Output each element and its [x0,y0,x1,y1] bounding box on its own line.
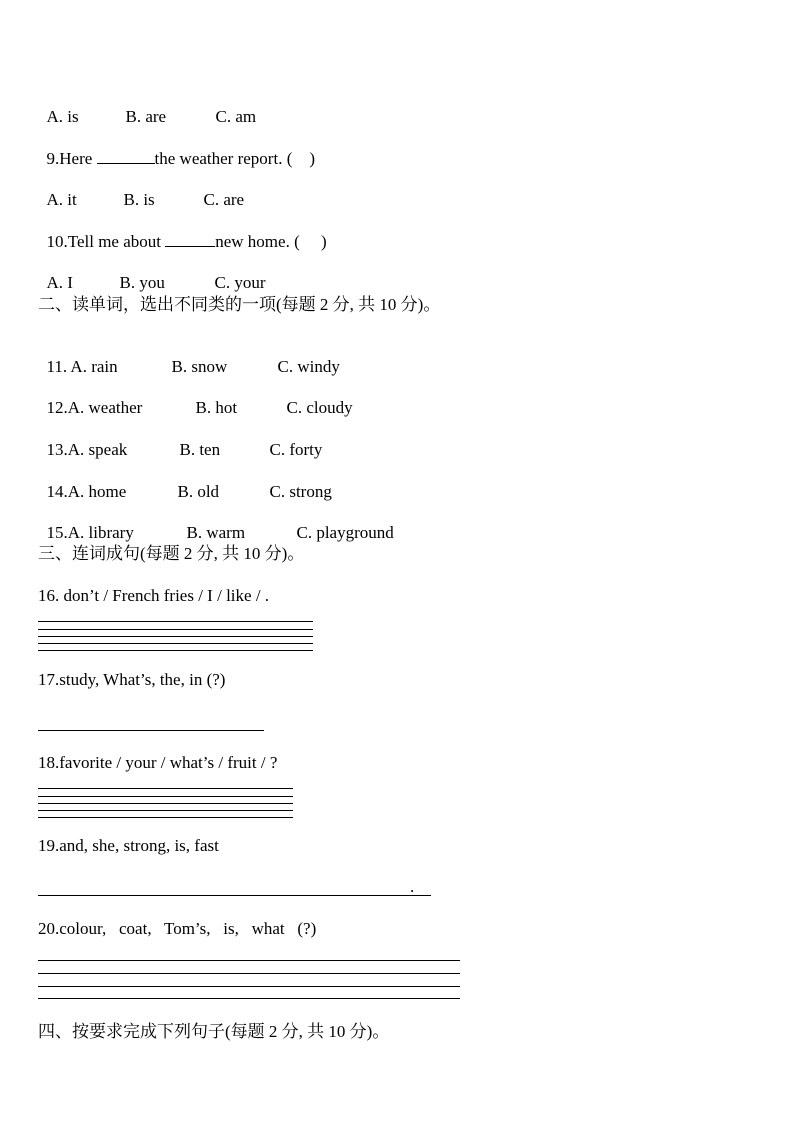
option-c: C. windy [277,357,340,376]
option-a: A. I [46,273,73,292]
question-18: 18.favorite / your / what’s / fruit / ? [38,753,278,772]
question-14 [38,462,332,502]
question-10-text: 10.Tell me about [46,232,166,251]
period-mark: . [410,877,415,896]
answer-line[interactable] [38,960,460,961]
answer-line[interactable] [38,788,293,789]
option-c: C. strong [269,482,332,501]
question-17: 17.study, What’s, the, in (?) [38,670,226,689]
option-b: B. are [125,107,167,126]
option-c: C. cloudy [286,398,353,417]
section-3-heading: 三、连词成句(每题 2 分, 共 10 分)。 [38,544,305,563]
answer-line[interactable] [38,796,293,797]
question-19: 19.and, she, strong, is, fast [38,836,219,855]
option-a: A. it [46,190,77,209]
question-9-rest: the weather report. ( ) [154,149,316,168]
answer-blank[interactable] [165,232,215,247]
option-b: B. you [119,273,165,292]
option-a: 14.A. home [46,482,127,501]
answer-line[interactable] [38,810,293,811]
answer-line[interactable] [38,650,313,651]
option-c: C. playground [296,523,394,542]
answer-line[interactable] [38,643,313,644]
option-b: B. ten [179,440,221,459]
option-c: C. your [214,273,266,292]
option-a: 13.A. speak [46,440,128,459]
question-9-text: 9.Here [46,149,97,168]
question-20: 20.colour, coat, Tom’s, is, what (?) [38,919,317,938]
answer-line[interactable] [38,621,313,622]
answer-blank[interactable] [97,149,155,164]
option-a: A. is [46,107,79,126]
answer-line[interactable] [38,629,313,630]
answer-line[interactable] [38,895,431,896]
options-q9 [38,170,244,210]
option-c: C. am [215,107,257,126]
option-b: B. warm [186,523,246,542]
answer-line[interactable] [38,973,460,974]
option-a: 12.A. weather [46,398,143,417]
answer-line[interactable] [38,817,293,818]
question-16: 16. don’t / French fries / I / like / . [38,586,270,605]
option-c: C. are [203,190,245,209]
section-4-heading: 四、按要求完成下列句子(每题 2 分, 共 10 分)。 [38,1022,390,1041]
question-9 [38,129,315,169]
question-12 [38,378,353,418]
answer-line[interactable] [38,998,460,999]
option-b: B. hot [195,398,238,417]
question-11 [38,337,340,377]
option-c: C. forty [269,440,323,459]
question-15 [38,503,394,543]
option-b: B. old [177,482,220,501]
section-2-heading: 二、读单词，选出不同类的一项(每题 2 分, 共 10 分)。 [38,295,441,314]
question-10 [38,212,327,252]
question-10-rest: new home. ( ) [215,232,327,251]
options-q10 [38,253,266,293]
answer-line[interactable] [38,986,460,987]
option-b: B. snow [171,357,228,376]
option-a: 15.A. library [46,523,134,542]
answer-line[interactable] [38,803,293,804]
option-b: B. is [123,190,155,209]
answer-line[interactable] [38,636,313,637]
options-q8 [38,87,256,127]
answer-line[interactable] [38,730,264,731]
option-a: 11. A. rain [46,357,118,376]
question-13 [38,420,322,460]
